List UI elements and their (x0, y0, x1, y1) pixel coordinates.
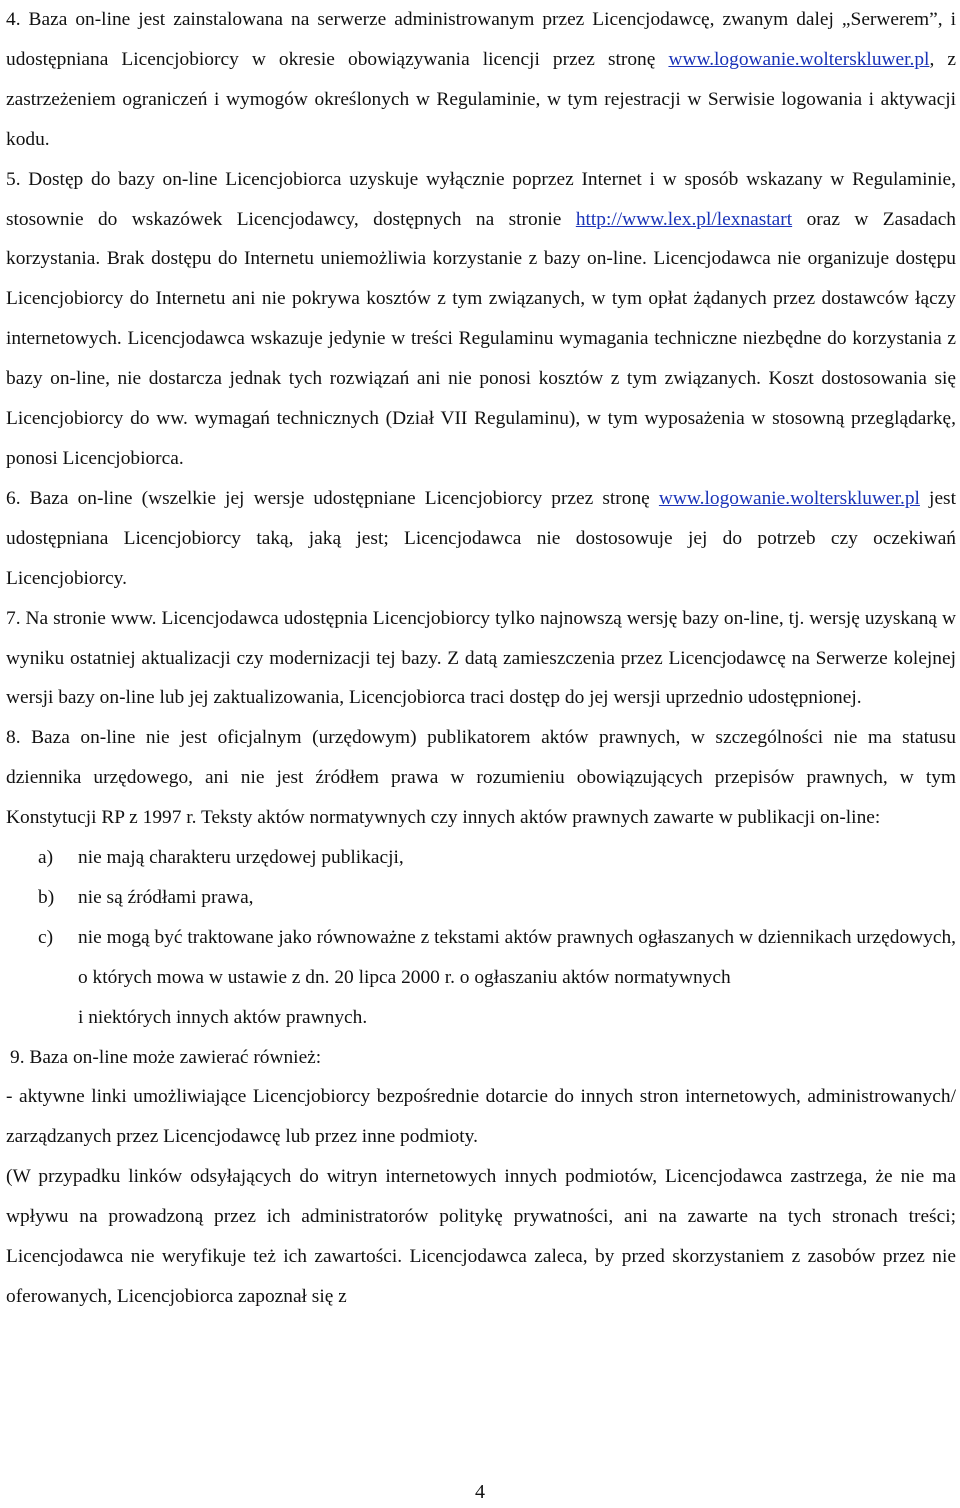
list-item (6, 838, 956, 878)
paragraph-9-heading: 9. Baza on-line może zawierać również: (10, 1046, 322, 1068)
paragraph-7: 7. Na stronie www. Licencjodawca udostępnia Licencjobiorcy tylko najnowszą wersję bazy on-line, tj. wersję uzyskaną w wyniku ostatniej aktualizacji czy modernizacji tej bazy. Z datą zamieszczenia przez Licencjodawcę na Serwerze kolejnej wersji bazy on-line lub jej zaktualizowania, Licencjobiorca traci dostęp do jej wersji uprzednio udostępnionej. (6, 607, 956, 709)
paragraph-4 (6, 0, 956, 160)
paragraph-5-text-start: 5. Dostęp do bazy on-line Licencjobiorca uzyskuje wyłącznie poprzez Internet i w sposób wskazany w Regulaminie, stosownie do wskazówek Licencjodawcy, dostępnych na stronie (6, 168, 956, 230)
paragraph-8-list (6, 838, 956, 1038)
link-logowanie-wolterskluwer[interactable]: www.logowanie.wolterskluwer.pl (668, 48, 930, 70)
paragraph-4-text-start: 4. Baza on-line jest zainstalowana na serwerze administrowanym przez Licencjodawcę, zwanym dalej „Serwerem”, i udostępniana Licencjobiorcy w okresie obowiązywania licencji przez stronę (6, 9, 956, 70)
paragraph-8-intro: 8. Baza on-line nie jest oficjalnym (urzędowym) publikatorem aktów prawnych, w szczególności nie ma statusu dziennika urzędowego, ani nie jest źródłem prawa w rozumieniu obowiązujących przepisów prawnych, w tym Konstytucji RP z 1997 r. Teksty aktów normatywnych czy innych aktów prawnych zawarte w publikacji on-line: (6, 727, 956, 829)
list-marker: b) (38, 886, 55, 908)
list-marker: c) (38, 926, 54, 948)
list-item (6, 918, 956, 998)
link-logowanie-wolterskluwer-2[interactable]: www.logowanie.wolterskluwer.pl (658, 487, 920, 509)
list-item-continuation: i niektórych innych aktów prawnych. (78, 1006, 368, 1028)
list-item (6, 878, 956, 918)
paragraph-5-text-end: oraz w Zasadach korzystania. Brak dostępu do Internetu uniemożliwia korzystanie z bazy on-line. Licencjodawca nie organizuje dostępu Licencjobiorcy do Internetu ani nie pokrywa kosztów z tym związanych, w tym opłat żądanych przez dostawców łączy internetowych. Licencjodawca wskazuje jedynie w treści Regulaminu wymagania techniczne niezbędne do korzystania z bazy on-line, nie dostarcza jednak tych rozwiązań ani nie ponosi kosztów z tym związanych. Koszt dostosowania się Licencjobiorcy do ww. wymagań technicznych (Dział VII Regulaminu), w tym wyposażenia w stosowną przeglądarkę, ponosi Licencjobiorca. (6, 208, 956, 469)
paragraph-6 (6, 479, 956, 599)
link-lex-lexnastart[interactable]: http://www.lex.pl/lexnastart (575, 208, 793, 230)
paragraph-9-note: (W przypadku linków odsyłających do witryn internetowych innych podmiotów, Licencjodawca zastrzega, że nie ma wpływu na prowadzoną przez ich administratorów politykę prywatności, ani na zawarte na tych stronach treści; Licencjodawca nie weryfikuje też ich zawartości. Licencjodawca zaleca, by przed skorzystaniem z zasobów przez nie oferowanych, Licencjobiorca zapoznał się z (6, 1166, 956, 1307)
document-body (6, 0, 956, 1317)
paragraph-6-text-end: jest udostępniana Licencjobiorcy taką, jaką jest; Licencjodawca nie dostosowuje jej do potrzeb czy oczekiwań Licencjobiorcy. (6, 487, 956, 589)
list-marker: a) (38, 847, 54, 869)
list-item-text: nie mają charakteru urzędowej publikacji, (78, 847, 404, 869)
paragraph-4-text-end: , z zastrzeżeniem ograniczeń i wymogów określonych w Regulaminie, w tym rejestracji w Serwisie logowania i aktywacji kodu. (6, 48, 956, 150)
page-number: 4 (475, 1481, 485, 1503)
list-item-text: nie są źródłami prawa, (78, 886, 254, 908)
list-item-text: nie mogą być traktowane jako równoważne z tekstami aktów prawnych ogłaszanych w dziennikach urzędowych, o których mowa w ustawie z dn. 20 lipca 2000 r. o ogłaszaniu aktów normatywnych (78, 926, 956, 988)
paragraph-9-bullet: - aktywne linki umożliwiające Licencjobiorcy bezpośrednie dotarcie do innych stron internetowych, administrowanych/ zarządzanych przez Licencjodawcę lub przez inne podmioty. (6, 1086, 956, 1148)
paragraph-5 (6, 160, 956, 479)
paragraph-6-text-start: 6. Baza on-line (wszelkie jej wersje udostępniane Licencjobiorcy przez stronę (6, 487, 659, 509)
